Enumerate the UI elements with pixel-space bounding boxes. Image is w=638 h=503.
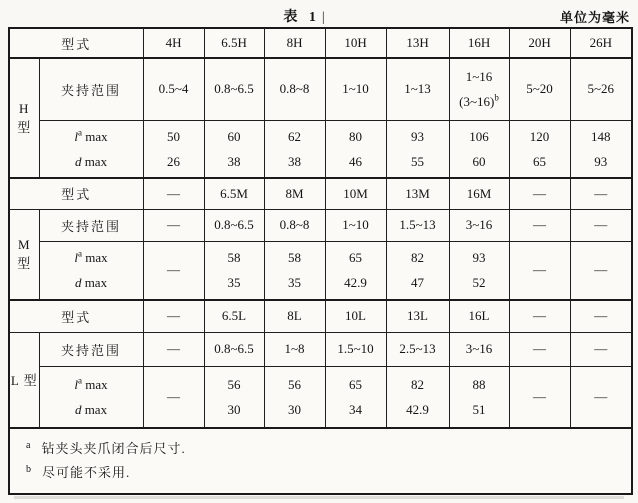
max-word: max	[85, 128, 108, 144]
m-group-label: M 型	[9, 209, 39, 300]
l-clamp-6-5l: 0.8~6.5	[204, 332, 264, 366]
h-ld-16h	[449, 120, 509, 178]
l-type-row	[9, 300, 632, 332]
m-dmax-13m: 47	[411, 275, 425, 291]
m-type-20: —	[509, 178, 570, 209]
l-symbol: l	[74, 250, 78, 266]
m-dmax-16m: 52	[472, 275, 486, 291]
footnote-b-ref: b	[494, 92, 499, 103]
header-model-20h: 20H	[509, 28, 570, 58]
footnote-row	[9, 428, 632, 494]
l-lmax-dmax-row	[9, 366, 632, 428]
l-dmax-6-5l: 30	[227, 401, 241, 417]
header-model-26h: 26H	[570, 28, 632, 58]
footnote-a-ref: a	[78, 375, 82, 386]
l-type-16l: 16L	[449, 300, 509, 332]
h-ld-10h	[325, 120, 386, 178]
m-ld-20-empty: —	[509, 241, 570, 300]
l-type-8l: 8L	[264, 300, 325, 332]
l-clamp-10l: 1.5~10	[325, 332, 386, 366]
l-ld-4-empty: —	[143, 366, 204, 428]
l-lmax-10l: 65	[349, 376, 363, 392]
m-type-row	[9, 178, 632, 209]
header-row	[9, 28, 632, 58]
h-dmax-10h: 46	[349, 153, 363, 169]
l-max-label	[40, 245, 143, 270]
l-clamp-label: 夹持范围	[39, 332, 143, 366]
m-type-8m: 8M	[264, 178, 325, 209]
l-type-20: —	[509, 300, 570, 332]
m-dmax-8m: 35	[288, 275, 302, 291]
h-ld-labels	[39, 120, 143, 178]
h-dmax-26h: 93	[594, 153, 608, 169]
header-model-13h: 13H	[386, 28, 449, 58]
l-clamp-13l: 2.5~13	[386, 332, 449, 366]
d-max-label	[40, 270, 143, 295]
m-lmax-13m: 82	[411, 250, 425, 266]
max-word: max	[84, 153, 108, 169]
l-clamp-8l: 1~8	[264, 332, 325, 366]
m-ld-16m	[449, 241, 509, 300]
m-type-label: 型式	[9, 178, 143, 209]
m-type-6-5m: 6.5M	[204, 178, 264, 209]
m-clamp-13m: 1.5~13	[386, 209, 449, 241]
h-ld-26h	[570, 120, 632, 178]
d-symbol: d	[74, 275, 82, 291]
m-type-4: —	[143, 178, 204, 209]
m-type-10m: 10M	[325, 178, 386, 209]
h-ld-8h	[264, 120, 325, 178]
m-ld-6-5m	[204, 241, 264, 300]
d-max-label	[40, 397, 143, 422]
l-ld-26-empty: —	[570, 366, 632, 428]
m-ld-8m	[264, 241, 325, 300]
m-clamp-8m: 0.8~8	[264, 209, 325, 241]
h-clamp-label: 夹持范围	[39, 58, 143, 120]
m-ld-4-empty: —	[143, 241, 204, 300]
l-clamp-row	[9, 332, 632, 366]
footnote-b-marker: b	[26, 463, 32, 475]
header-type-label: 型式	[9, 28, 143, 58]
l-symbol: l	[74, 376, 78, 392]
m-lmax-8m: 58	[288, 250, 302, 266]
h-lmax-13h: 93	[411, 128, 425, 144]
h-clamp-10h: 1~10	[325, 58, 386, 120]
h-lmax-8h: 62	[288, 128, 302, 144]
h-ld-4h	[143, 120, 204, 178]
l-ld-13l	[386, 366, 449, 428]
h-dmax-6-5h: 38	[227, 153, 241, 169]
l-ld-8l	[264, 366, 325, 428]
m-clamp-16m: 3~16	[449, 209, 509, 241]
l-type-10l: 10L	[325, 300, 386, 332]
m-lmax-10m: 65	[349, 250, 363, 266]
h-clamp-20h: 5~20	[509, 58, 570, 120]
header-model-4h: 4H	[143, 28, 204, 58]
h-clamp-row	[9, 58, 632, 120]
d-max-label	[40, 149, 143, 174]
h-lmax-26h: 148	[591, 128, 611, 144]
m-ld-26-empty: —	[570, 241, 632, 300]
l-ld-16l	[449, 366, 509, 428]
m-lmax-dmax-row	[9, 241, 632, 300]
scan-shadow-artifact	[14, 496, 624, 499]
footnote-a-ref: a	[78, 248, 82, 259]
h-lmax-6-5h: 60	[227, 128, 241, 144]
footnote-a-marker: a	[26, 439, 32, 451]
h-clamp-16h-alt: (3~16)	[459, 94, 495, 110]
l-ld-labels	[39, 366, 143, 428]
spec-table	[8, 27, 633, 495]
l-clamp-4: —	[143, 332, 204, 366]
h-lmax-20h: 120	[529, 128, 550, 144]
max-word: max	[85, 376, 108, 392]
footnote-b	[26, 461, 631, 485]
h-dmax-13h: 55	[411, 153, 425, 169]
max-word: max	[84, 275, 108, 291]
h-clamp-16h-line2	[450, 89, 509, 114]
m-type-26: —	[570, 178, 632, 209]
h-clamp-16h	[449, 58, 509, 120]
table-title	[0, 6, 608, 26]
header-model-10h: 10H	[325, 28, 386, 58]
l-lmax-13l: 82	[411, 376, 425, 392]
l-type-13l: 13L	[386, 300, 449, 332]
header-model-6-5h: 6.5H	[204, 28, 264, 58]
h-clamp-13h: 1~13	[386, 58, 449, 120]
l-symbol: l	[74, 128, 78, 144]
h-clamp-26h: 5~26	[570, 58, 632, 120]
l-clamp-20: —	[509, 332, 570, 366]
l-lmax-6-5l: 56	[227, 376, 241, 392]
m-clamp-20: —	[509, 209, 570, 241]
max-word: max	[84, 401, 108, 417]
l-dmax-10l: 34	[349, 401, 363, 417]
footnote-b-text: 尽可能不采用.	[42, 465, 131, 480]
l-clamp-16l: 3~16	[449, 332, 509, 366]
l-dmax-16l: 51	[472, 401, 486, 417]
m-dmax-10m: 42.9	[344, 275, 367, 291]
h-clamp-16h-line1: 1~16	[465, 69, 493, 85]
h-ld-20h	[509, 120, 570, 178]
m-clamp-row	[9, 209, 632, 241]
m-clamp-label: 夹持范围	[39, 209, 143, 241]
footnote-a-ref: a	[78, 127, 82, 138]
m-lmax-16m: 93	[472, 250, 486, 266]
h-dmax-8h: 38	[288, 153, 302, 169]
l-type-6-5l: 6.5L	[204, 300, 264, 332]
l-ld-20-empty: —	[509, 366, 570, 428]
header-model-8h: 8H	[264, 28, 325, 58]
l-dmax-13l: 42.9	[406, 401, 429, 417]
m-dmax-6-5m: 35	[227, 275, 241, 291]
max-word: max	[85, 250, 108, 266]
l-max-label	[40, 124, 143, 149]
h-group-label: H 型	[9, 58, 39, 178]
l-type-4: —	[143, 300, 204, 332]
h-clamp-4h: 0.5~4	[143, 58, 204, 120]
l-type-26: —	[570, 300, 632, 332]
l-max-label	[40, 372, 143, 397]
m-ld-13m	[386, 241, 449, 300]
l-ld-10l	[325, 366, 386, 428]
l-type-label: 型式	[9, 300, 143, 332]
title-bar	[0, 4, 638, 24]
m-type-16m: 16M	[449, 178, 509, 209]
m-clamp-26: —	[570, 209, 632, 241]
h-lmax-dmax-row	[9, 120, 632, 178]
l-ld-6-5l	[204, 366, 264, 428]
m-clamp-4: —	[143, 209, 204, 241]
h-ld-13h	[386, 120, 449, 178]
header-model-16h: 16H	[449, 28, 509, 58]
m-clamp-10m: 1~10	[325, 209, 386, 241]
unit-note: 单位为毫米	[559, 10, 630, 25]
h-ld-6-5h	[204, 120, 264, 178]
d-symbol: d	[74, 153, 82, 169]
m-lmax-6-5m: 58	[227, 250, 241, 266]
l-clamp-26: —	[570, 332, 632, 366]
footnote-a	[26, 437, 631, 461]
footnote-a-text: 钻夹头夹爪闭合后尺寸.	[41, 441, 186, 456]
l-dmax-8l: 30	[288, 401, 302, 417]
d-symbol: d	[74, 401, 82, 417]
h-clamp-8h: 0.8~8	[264, 58, 325, 120]
m-type-13m: 13M	[386, 178, 449, 209]
footnote-cell	[9, 428, 632, 494]
m-ld-10m	[325, 241, 386, 300]
m-clamp-6-5m: 0.8~6.5	[204, 209, 264, 241]
l-lmax-16l: 88	[472, 376, 486, 392]
h-dmax-4h: 26	[167, 153, 181, 169]
h-dmax-16h: 60	[472, 153, 486, 169]
h-lmax-16h: 106	[469, 128, 489, 144]
l-group-label: L 型	[9, 332, 39, 428]
title-cursor-mark: |	[321, 10, 325, 25]
h-clamp-6-5h: 0.8~6.5	[204, 58, 264, 120]
l-lmax-8l: 56	[288, 376, 302, 392]
h-lmax-10h: 80	[349, 128, 363, 144]
h-lmax-4h: 50	[167, 128, 181, 144]
h-dmax-20h: 65	[533, 153, 547, 169]
m-ld-labels	[39, 241, 143, 300]
table-title-text: 表 1	[283, 10, 320, 25]
